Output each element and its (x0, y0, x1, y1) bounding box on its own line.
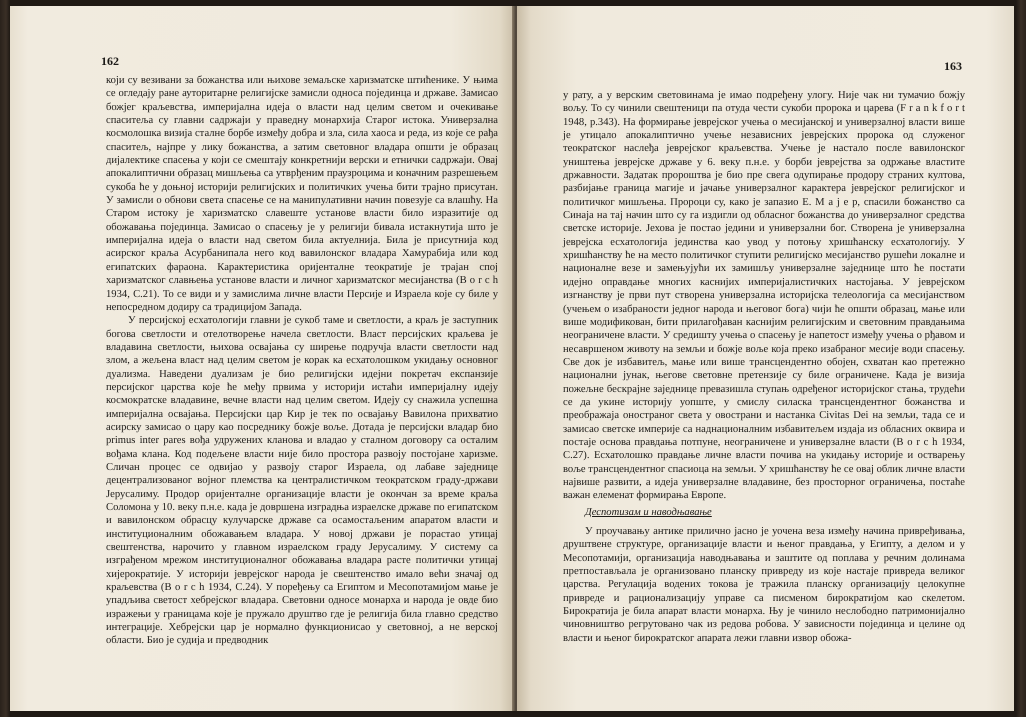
page-number: 162 (101, 54, 119, 68)
paragraph: У персијској есхатологији главни је сукоб таме и светлости, а краљ је заступник богова светлости и отелотворење начела светлости. Власт персијских краљева је владавина светлости, њихова освајања су ширење подручја власти светлости над злом, а жељена власт над целим светом је корак ка есхатолошком укидању основног дуализма. Наведени дуализам је био религијски идејни покретач експанзије персијског царства које ће међу првима у историји истаћи империјалну идеју космократске владавине, вечне власти над целим светом. Идеју су снажила успешна империјална освајања. Персијски цар Кир је тек по освајању Вавилона прихватио асирску замисао о цару као посреднику божје воље. Дотада је персијски владар био primus inter pares вођа удружених кланова и владао у сталном договору са осталим вођама клана. Код подељене власти није било простора развоју постојане харизме. Сличан процес се одвијао у развоју старог Израела, од лабаве заједнице децентрализованог војног племства ка централистичком теократском граду-држави Јерусалиму. Продор оријенталне организације власти је окончан за време краља Соломона у 10. веку п.н.е. када је довршена изградња израелске државе по египатском и вавилонском обрасцу кулучарске државе са осамостаљеним апаратом власти и институционалним обожавањем владара. У новој држави је порастао утицај свештенства, нарочито у главном израелском граду Јерусалиму. У систему са изграђеном мрежом институционалног обожавања владара расте политички утицај хијерократије. У историји јеврејског народа је свештенство имало већи значај од краљевства (B o r c h 1934, C.24). У поређењу са Египтом и Месопотамијом мање је упадљива светост хебрејског владара. Световни односе монарха и народа је овде био изражењи у границама које је пружало друштво где је религија била главно средство интеграције. Хебрејски цар је нормално функционисао у световној, а не верској области. Био је судија и предводник (106, 315, 498, 647)
section-heading-text: Деспотизам и наводњавање (585, 506, 712, 518)
right-page (517, 6, 1014, 711)
paragraph: који су везивани за божанства или њихове земаљске харизматске штићенике. У њима се огледају ране ауторитарне религијске замисли односа појединца и државе. Замисао божјег краљевства, империјална идеја о власти над целим светом и очекивање спаситеља су главни садржаји у праведну монархија Старог истока. Универзална космолошка визија сталне борбе између добра и зла, сила хаоса и реда, из које се рађа спаситељ, најпре у лику божанства, а затим световног владара општи је образац дијалектике спасења у који се смештају конкретнији верски и етнички садржаји. Овај апокалиптични образац мишљења са утврђеним праузроцима и коначним разрешењем сукоба ће у доњној историји религијских и политичких учења бити трајно присутан. У замисли о обнови света спасење се на манипулативни начин повезује са влашћу. На Старом истоку је харизматско славеште установе власти било изразитије од обожавања појединца. Замисао о спасењу је у религији бивала истакнутија што је империјална идеја о власти над светом била актуелнија. Била је присутнија код асирског краља Асурбанипала него код вавилонског владара Хамурабија или код египатских фараона. Карактеристика оријенталне теократије је трајан спој харизматског славњења установе власти и личног харизматског месијанства (B o r c h 1934, C.21). То се види и у замислима личне власти Персије и Израела које су биле у непосредном додиру са традицијом Запада. (106, 75, 498, 313)
section-heading (585, 506, 965, 519)
paragraph: У проучавању антике прилично јасно је уочена веза између начина привређивања, друштвене структуре, организације власти и њеног правдања, у Египту, а делом и у Месопотамији, организација наводњавања и заштите од поплава у речним долинама претпостављала је организовано планску привреду из које настаје привреда великог царства. Регулација водених токова је тражила планску организацију целокупне привреде и рационализацију управе са писменом бирократијом као скелетом. Бирократија је била апарат власти монарха. Њу је чинило неслободно патримонијално чиновништво регрутовано чак из редова робова. У зависности појединца и целине од власти и њеног бирократског апарата лежи главни извор обожа- (563, 526, 965, 644)
paragraph: у рату, а у верским световинама је имао подређену улогу. Није чак ни тумачио божју вољу. То су чинили свештеници па отуда чести сукоби пророка и царева (F r a n k f o r t 1948, p.343). На формирање јеврејског учења о месијанској и универзалној власти више је утицало апокалиптично учење независних јеврејских пророка од служеног теократског наслеђа јеврејског краљевства. Учење је настало после вавилонског уништења јеврејске државе у 6. веку п.н.е. у борби јеврејства за одржање властите државности. Задатак пророштва је био пре свега одупирање продору страних култова, разбијање граница магије и јачање универзалног карактера јеврејског религијског и политичког мишљења. Пророци су, како је запазио E. M a j e p, спасили божанство са Синаја на тај начин што су га издигли од обласног божанства до универзалног средства светске историје. Јехова је постао једини и универзални бог. Створена је универзална јеврејска есхатологија јединства као увод у потоњу хришћанску есхатологију. У хришћанству ће на место политичког ступити религијско месијанство рушећи локалне и националне везе и замењујући их замишљу универзалне заједнице што ће постати идејно оправдање многих каснијих империјалистичких настојања. У јеврејском изгнанству је први пут створена универзална историјска телеологија са месијанством (учењем о изабраности једног народа и његовог бога) чији ће општи образац, мање или више модификован, бити прилагођаван каснијим религијским и световним правдањима неограничене власти. У средишту учења о спасењу је напетост између учења о рђавом и несавршеном животу на земљи и божје воље која преко изабраног месије води спасењу. Све док је избавитељ, мање или више трансцендентно обојен, схватан као претежно национални јунак, његове световне претензије су биле ограничене. Када је визија пожељне бескрајне заједнице превазишла ступањ одређеног историјског стања, трудећи се да укине историју уопште, у смислу силаска трансцендентног божанства и преображаја онострaног света у овострани и настанка Civitas Dei на земљи, тада се и замисао светске империје са наднационалним избавитељем издаја из обласних оквира и постаје основа правдања потпуне, неограничене и универзалне власти (B o r c h 1934, C.27). Есхатолошко правдање личне власти почива на укидању историје и остварењу воље трансцендентног спасиоца на земљи. У хришћанству ће се овај облик личне власти највише развити, а идеја универзалне владавине, без просторног ограничења, постаће важан елеменат формирања Европе. (563, 90, 965, 502)
left-page-text (106, 74, 498, 648)
page-number: 163 (944, 59, 962, 73)
left-page (10, 6, 515, 711)
right-page-text (563, 89, 965, 645)
